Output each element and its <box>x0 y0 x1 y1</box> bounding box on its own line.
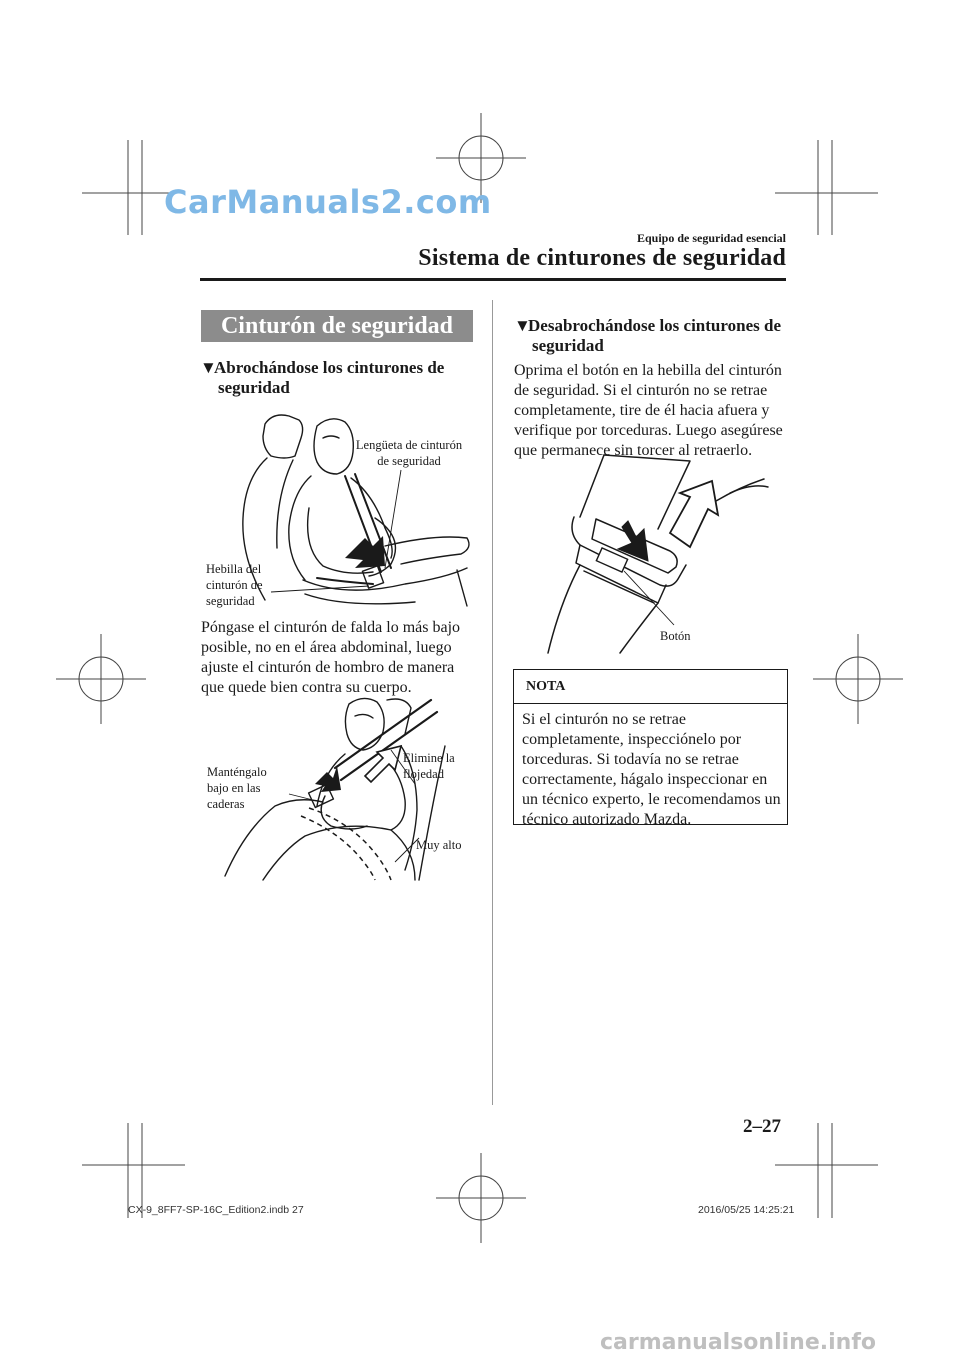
header-rule <box>200 278 786 281</box>
text-line: verifique por torceduras. Luego asegúrese <box>514 422 783 439</box>
triangle-bullet-icon: ▼ <box>514 316 531 335</box>
subheading-line: seguridad <box>218 378 290 397</box>
tighten-arrow-icon <box>365 746 401 782</box>
figure-buckle-release <box>540 453 780 653</box>
chapter-subtitle: Equipo de seguridad esencial <box>636 231 786 245</box>
push-arrow-icon <box>345 536 385 568</box>
label-keep-low <box>207 764 267 812</box>
label-remove-slack <box>403 750 455 782</box>
subheading-fastening <box>200 358 480 398</box>
label-line: Hebilla del <box>206 562 262 576</box>
text-line: que quede bien contra su cuerpo. <box>201 679 412 696</box>
press-down-arrow-icon <box>618 521 648 561</box>
label-release-button: Botón <box>660 629 691 643</box>
page-number: 2–27 <box>743 1116 781 1137</box>
note-title: NOTA <box>514 670 787 704</box>
watermark-logo-top: CarManuals2.com <box>164 183 492 221</box>
label-too-high: Muy alto <box>416 838 462 852</box>
subheading-line: seguridad <box>532 336 604 355</box>
footer-timestamp: 2016/05/25 14:25:21 <box>698 1204 795 1216</box>
text-line: de seguridad. Si el cinturón no se retrae <box>514 382 768 399</box>
text-line: un técnico experto, le recomendamos un <box>522 791 781 808</box>
text-line: Póngase el cinturón de falda lo más bajo <box>201 619 461 636</box>
text-line: Si el cinturón no se retrae <box>522 711 686 728</box>
text-line: completamente, inspecciónelo por <box>522 731 742 748</box>
label-line: de seguridad <box>377 454 441 468</box>
label-belt-buckle <box>206 561 263 609</box>
text-line: que permanece sin torcer al retraerlo. <box>514 442 753 459</box>
label-line: cinturón de <box>206 578 263 592</box>
pull-up-arrow-icon <box>670 481 718 547</box>
text-line: técnico autorizado Mazda. <box>522 811 692 828</box>
page-title: Sistema de cinturones de seguridad <box>418 245 786 271</box>
section-banner: Cinturón de seguridad <box>201 310 473 342</box>
label-line: Lengüeta de cinturón <box>355 438 463 452</box>
watermark-logo-bottom: carmanualsonline.info <box>600 1330 876 1355</box>
paragraph-unfastening <box>514 361 789 461</box>
text-line: Oprima el botón en la hebilla del cinturón <box>514 362 782 379</box>
subheading-unfastening <box>514 316 794 356</box>
triangle-bullet-icon: ▼ <box>200 358 217 377</box>
text-line: completamente, tire de él hacia afuera y <box>514 402 770 419</box>
text-line: correctamente, hágalo inspeccionar en <box>522 771 768 788</box>
note-text <box>522 710 784 830</box>
label-line: flojedad <box>403 767 444 781</box>
label-line: Manténgalo <box>207 765 267 779</box>
column-divider <box>492 300 493 1105</box>
subheading-line: Desabrochándose los cinturones de <box>528 316 781 335</box>
label-line: bajo en las <box>207 781 261 795</box>
text-line: ajuste el cinturón de hombro de manera <box>201 659 455 676</box>
subheading-line: Abrochándose los cinturones de <box>214 358 445 377</box>
label-line: caderas <box>207 797 245 811</box>
label-belt-tongue <box>350 437 468 469</box>
label-line: Elimine la <box>403 751 455 765</box>
note-box <box>513 669 788 828</box>
text-line: posible, no en el área abdominal, luego <box>201 639 452 656</box>
paragraph-fastening <box>201 618 481 698</box>
text-line: torceduras. Si todavía no se retrae <box>522 751 739 768</box>
footer-filename: CX-9_8FF7-SP-16C_Edition2.indb 27 <box>128 1204 304 1216</box>
label-line: seguridad <box>206 594 255 608</box>
